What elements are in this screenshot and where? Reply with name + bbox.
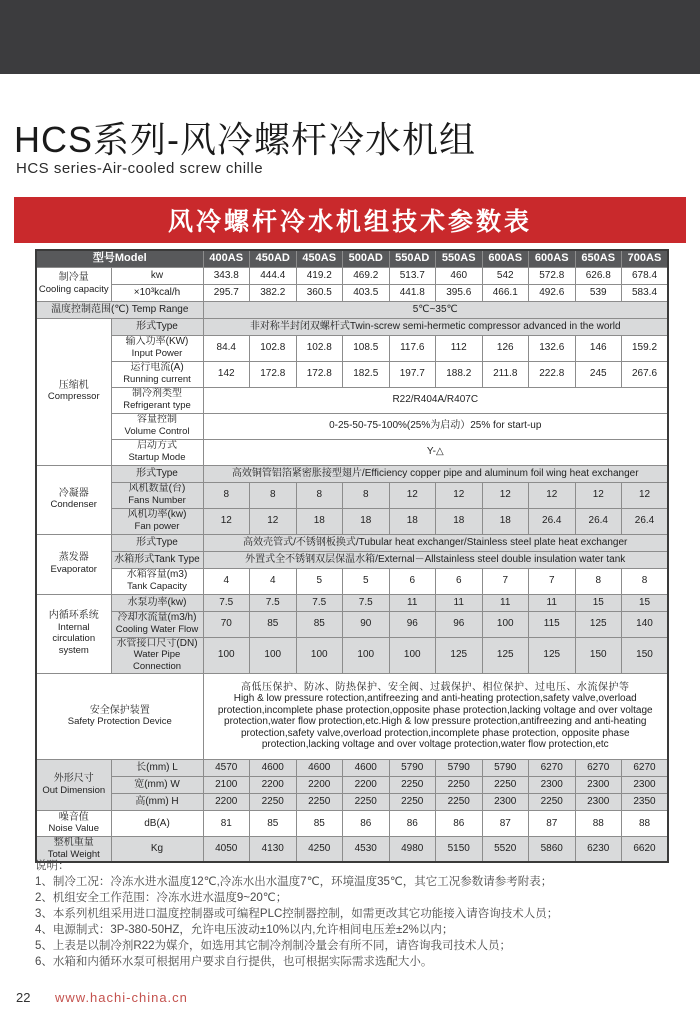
value-cell: 343.8 (203, 267, 250, 284)
value-cell: 87 (529, 810, 576, 836)
value-cell: 142 (203, 361, 250, 387)
table-row (36, 594, 668, 611)
value-cell: 8 (250, 482, 297, 508)
section-banner-text: 风冷螺杆冷水机组技术参数表 (167, 208, 532, 236)
value-cell: 2250 (482, 776, 529, 793)
group-cell: 整机重量 Total Weight (36, 836, 111, 862)
value-cell: 6620 (622, 836, 669, 862)
table-row (36, 267, 668, 284)
value-cell: 125 (482, 637, 529, 673)
value-cell: 12 (622, 482, 669, 508)
value-cell: 146 (575, 335, 622, 361)
value-cell: 12 (575, 482, 622, 508)
value-cell: 18 (436, 508, 483, 534)
table-row (36, 335, 668, 361)
value-cell: 492.6 (529, 284, 576, 301)
model-cell: 650AS (575, 250, 622, 267)
value-cell: 2200 (343, 776, 390, 793)
merged-value-cell: Y-△ (203, 439, 668, 465)
value-cell: 85 (250, 810, 297, 836)
value-cell: 4980 (389, 836, 436, 862)
value-cell: 4600 (250, 759, 297, 776)
value-cell: 4600 (296, 759, 343, 776)
merged-value-cell: 5℃~35℃ (203, 301, 668, 318)
value-cell: 2250 (436, 776, 483, 793)
value-cell: 626.8 (575, 267, 622, 284)
value-cell: 7.5 (203, 594, 250, 611)
value-cell: 85 (296, 611, 343, 637)
value-cell: 6270 (529, 759, 576, 776)
model-cell: 600AS (529, 250, 576, 267)
table-row (36, 465, 668, 482)
param-cell: 长(mm) L (111, 759, 203, 776)
model-cell: 550AS (436, 250, 483, 267)
value-cell: 96 (436, 611, 483, 637)
value-cell: 8 (343, 482, 390, 508)
section-banner (14, 197, 686, 243)
param-cell: 形式Type (111, 534, 203, 551)
value-cell: 12 (203, 508, 250, 534)
value-cell: 4 (203, 568, 250, 594)
value-cell: 100 (389, 637, 436, 673)
table-row (36, 387, 668, 413)
value-cell: 26.4 (575, 508, 622, 534)
table-row (36, 301, 668, 318)
value-cell: 4600 (343, 759, 390, 776)
value-cell: 4130 (250, 836, 297, 862)
value-cell: 18 (482, 508, 529, 534)
param-cell: 温度控制范围(℃) Temp Range (36, 301, 203, 318)
page-subtitle: HCS series-Air-cooled screw chille (16, 160, 264, 177)
value-cell: 84.4 (203, 335, 250, 361)
value-cell: 4570 (203, 759, 250, 776)
table-header-row (36, 250, 668, 267)
value-cell: 12 (529, 482, 576, 508)
value-cell: 26.4 (622, 508, 669, 534)
value-cell: 2300 (575, 793, 622, 810)
value-cell: 8 (296, 482, 343, 508)
value-cell: 4 (250, 568, 297, 594)
value-cell: 6270 (622, 759, 669, 776)
value-cell: 5790 (482, 759, 529, 776)
value-cell: 115 (529, 611, 576, 637)
value-cell: 12 (250, 508, 297, 534)
table-row (36, 551, 668, 568)
value-cell: 102.8 (250, 335, 297, 361)
value-cell: 100 (343, 637, 390, 673)
value-cell: 4050 (203, 836, 250, 862)
value-cell: 5860 (529, 836, 576, 862)
param-cell: 形式Type (111, 318, 203, 335)
value-cell: 197.7 (389, 361, 436, 387)
table-row (36, 318, 668, 335)
note-item: 5、上表是以制冷剂R22为媒介，如选用其它制冷剂制冷量会有所不同，请咨询我司技术人员； (35, 940, 511, 952)
value-cell: 7 (482, 568, 529, 594)
value-cell: 5790 (436, 759, 483, 776)
value-cell: 81 (203, 810, 250, 836)
group-cell: 蒸发器 Evaporator (36, 534, 111, 594)
value-cell: 11 (482, 594, 529, 611)
value-cell: 86 (436, 810, 483, 836)
value-cell: 86 (389, 810, 436, 836)
value-cell: 2250 (389, 776, 436, 793)
group-cell: 制冷量 Cooling capacity (36, 267, 111, 301)
value-cell: 2300 (482, 793, 529, 810)
value-cell: 513.7 (389, 267, 436, 284)
safety-text-cell: 高低压保护、防冰、防热保护、安全阀、过载保护、相位保护、过电压、水流保护等 High & low pressure rotection,antifreezing and anti-heating protection,safety valve,overload protection,incomplete phase protection,opposite phase protection,lacking voltage and over voltage protection,water flow protection,etc.High & low pressure protection,antifreezing and anti-heating protection,safety valve,overload protection,incomplete phase protection, opposite phase protection,lacking voltage and over voltage protection,water flow protection,etc (203, 673, 668, 759)
table-row (36, 637, 668, 673)
value-cell: 2350 (622, 793, 669, 810)
merged-value-cell: R22/R404A/R407C (203, 387, 668, 413)
param-cell: 制冷剂类型 Refrigerant type (111, 387, 203, 413)
value-cell: 117.6 (389, 335, 436, 361)
value-cell: 542 (482, 267, 529, 284)
param-cell: 运行电流(A) Running current (111, 361, 203, 387)
merged-value-cell: 0-25-50-75-100%(25%为启动）25% for start-up (203, 413, 668, 439)
value-cell: 267.6 (622, 361, 669, 387)
model-cell: 500AD (343, 250, 390, 267)
model-cell: 450AD (250, 250, 297, 267)
value-cell: 222.8 (529, 361, 576, 387)
value-cell: 88 (622, 810, 669, 836)
table-row (36, 673, 668, 759)
value-cell: 100 (203, 637, 250, 673)
param-cell: 冷却水流量(m3/h) Cooling Water Flow (111, 611, 203, 637)
model-cell: 600AS (482, 250, 529, 267)
spec-table (35, 249, 669, 863)
param-cell: Kg (111, 836, 203, 862)
value-cell: 90 (343, 611, 390, 637)
value-cell: 460 (436, 267, 483, 284)
value-cell: 102.8 (296, 335, 343, 361)
value-cell: 18 (343, 508, 390, 534)
param-cell: 水箱容量(m3) Tank Capacity (111, 568, 203, 594)
param-cell: 容量控制 Volume Control (111, 413, 203, 439)
table-row (36, 568, 668, 594)
value-cell: 5 (296, 568, 343, 594)
value-cell: 26.4 (529, 508, 576, 534)
value-cell: 96 (389, 611, 436, 637)
value-cell: 108.5 (343, 335, 390, 361)
value-cell: 8 (622, 568, 669, 594)
value-cell: 2250 (436, 793, 483, 810)
page-title: HCS系列-风冷螺杆冷水机组 (14, 119, 476, 160)
note-item: 2、机组安全工作范围：冷冻水进水温度9~20℃； (35, 892, 288, 904)
table-row (36, 810, 668, 836)
param-cell: 水箱形式Tank Type (111, 551, 203, 568)
value-cell: 150 (575, 637, 622, 673)
value-cell: 2200 (296, 776, 343, 793)
value-cell: 4250 (296, 836, 343, 862)
merged-value-cell: 高效铜管铝箔紧密胀接型翅片/Efficiency copper pipe and aluminum foil wing heat exchanger (203, 465, 668, 482)
model-cell: 450AS (296, 250, 343, 267)
table-row (36, 776, 668, 793)
value-cell: 444.4 (250, 267, 297, 284)
value-cell: 18 (296, 508, 343, 534)
value-cell: 11 (529, 594, 576, 611)
value-cell: 539 (575, 284, 622, 301)
table-row (36, 793, 668, 810)
param-cell: 高(mm) H (111, 793, 203, 810)
value-cell: 2200 (250, 776, 297, 793)
value-cell: 2250 (343, 793, 390, 810)
page-number: 22 (16, 990, 31, 1005)
param-cell: 输入功率(KW) Input Power (111, 335, 203, 361)
value-cell: 125 (529, 637, 576, 673)
value-cell: 85 (250, 611, 297, 637)
value-cell: 126 (482, 335, 529, 361)
table-row (36, 611, 668, 637)
value-cell: 466.1 (482, 284, 529, 301)
value-cell: 360.5 (296, 284, 343, 301)
value-cell: 12 (482, 482, 529, 508)
value-cell: 140 (622, 611, 669, 637)
value-cell: 182.5 (343, 361, 390, 387)
value-cell: 7.5 (250, 594, 297, 611)
group-cell: 噪音值 Noise Value (36, 810, 111, 836)
value-cell: 395.6 (436, 284, 483, 301)
merged-value-cell: 非对称半封闭双螺杆式Twin-screw semi-hermetic compressor advanced in the world (203, 318, 668, 335)
param-cell: 水泵功率(kw) (111, 594, 203, 611)
value-cell: 6 (389, 568, 436, 594)
value-cell: 7.5 (296, 594, 343, 611)
notes-block (35, 858, 558, 970)
website-url: www.hachi-china.cn (55, 990, 188, 1005)
value-cell: 469.2 (343, 267, 390, 284)
value-cell: 112 (436, 335, 483, 361)
value-cell: 12 (389, 482, 436, 508)
value-cell: 295.7 (203, 284, 250, 301)
value-cell: 7 (529, 568, 576, 594)
group-cell: 内循环系统 Internal circulation system (36, 594, 111, 673)
table-row (36, 361, 668, 387)
param-cell: 启动方式 Startup Mode (111, 439, 203, 465)
value-cell: 5150 (436, 836, 483, 862)
value-cell: 572.8 (529, 267, 576, 284)
value-cell: 18 (389, 508, 436, 534)
value-cell: 2250 (296, 793, 343, 810)
spec-table-container (35, 249, 669, 863)
model-cell: 400AS (203, 250, 250, 267)
value-cell: 100 (296, 637, 343, 673)
group-cell: 外形尺寸 Out Dimension (36, 759, 111, 810)
param-cell: 安全保护装置 Safety Protection Device (36, 673, 203, 759)
value-cell: 4530 (343, 836, 390, 862)
table-row (36, 413, 668, 439)
value-cell: 100 (482, 611, 529, 637)
param-cell: kw (111, 267, 203, 284)
value-cell: 6 (436, 568, 483, 594)
table-row (36, 534, 668, 551)
param-cell: 水管接口尺寸(DN) Water Pipe Connection (111, 637, 203, 673)
table-row (36, 759, 668, 776)
value-cell: 100 (250, 637, 297, 673)
value-cell: 2100 (203, 776, 250, 793)
value-cell: 2250 (250, 793, 297, 810)
value-cell: 11 (436, 594, 483, 611)
value-cell: 2200 (203, 793, 250, 810)
table-row (36, 439, 668, 465)
note-item: 6、水箱和内循环水泵可根据用户要求自行提供，也可根据实际需求选配大小。 (35, 956, 433, 968)
value-cell: 12 (436, 482, 483, 508)
merged-value-cell: 高效壳管式/不锈钢板换式/Tubular heat exchanger/Stainless steel plate heat exchanger (203, 534, 668, 551)
value-cell: 419.2 (296, 267, 343, 284)
table-row (36, 284, 668, 301)
group-cell: 冷凝器 Condenser (36, 465, 111, 534)
value-cell: 2300 (622, 776, 669, 793)
value-cell: 87 (482, 810, 529, 836)
value-cell: 583.4 (622, 284, 669, 301)
top-dark-band (0, 0, 700, 74)
value-cell: 85 (296, 810, 343, 836)
merged-value-cell: 外置式全不锈钢双层保温水箱/External－Allstainless steel double insulation water tank (203, 551, 668, 568)
note-item: 4、电源制式：3P-380-50HZ，允许电压波动±10%以内,允许相间电压差±2%以内； (35, 924, 454, 936)
table-row (36, 508, 668, 534)
model-cell: 550AD (389, 250, 436, 267)
value-cell: 6270 (575, 759, 622, 776)
value-cell: 5 (343, 568, 390, 594)
value-cell: 15 (575, 594, 622, 611)
value-cell: 11 (389, 594, 436, 611)
group-cell: 压缩机 Compressor (36, 318, 111, 465)
param-cell: 宽(mm) W (111, 776, 203, 793)
value-cell: 132.6 (529, 335, 576, 361)
value-cell: 86 (343, 810, 390, 836)
value-cell: 172.8 (296, 361, 343, 387)
value-cell: 88 (575, 810, 622, 836)
value-cell: 159.2 (622, 335, 669, 361)
value-cell: 382.2 (250, 284, 297, 301)
param-cell: 风机数量(台) Fans Number (111, 482, 203, 508)
value-cell: 15 (622, 594, 669, 611)
value-cell: 188.2 (436, 361, 483, 387)
value-cell: 172.8 (250, 361, 297, 387)
value-cell: 150 (622, 637, 669, 673)
value-cell: 125 (575, 611, 622, 637)
value-cell: 2300 (529, 776, 576, 793)
param-cell: 形式Type (111, 465, 203, 482)
value-cell: 5790 (389, 759, 436, 776)
param-cell: dB(A) (111, 810, 203, 836)
value-cell: 5520 (482, 836, 529, 862)
value-cell: 245 (575, 361, 622, 387)
model-header-cell: 型号Model (36, 250, 203, 267)
value-cell: 2250 (389, 793, 436, 810)
value-cell: 2250 (529, 793, 576, 810)
value-cell: 2300 (575, 776, 622, 793)
value-cell: 678.4 (622, 267, 669, 284)
value-cell: 403.5 (343, 284, 390, 301)
value-cell: 211.8 (482, 361, 529, 387)
param-cell: ×10³kcal/h (111, 284, 203, 301)
table-row (36, 482, 668, 508)
value-cell: 8 (575, 568, 622, 594)
note-item: 3、本系列机组采用进口温度控制器或可编程PLC控制器控制，如需更改其它功能接入请咨询技术人员； (35, 908, 559, 920)
model-cell: 700AS (622, 250, 669, 267)
value-cell: 6230 (575, 836, 622, 862)
notes-heading: 说明： (35, 860, 70, 872)
note-item: 1、制冷工况：冷冻水进水温度12℃,冷冻水出水温度7℃，环境温度35℃，其它工况参数请参考附表； (35, 876, 553, 888)
value-cell: 125 (436, 637, 483, 673)
value-cell: 70 (203, 611, 250, 637)
value-cell: 7.5 (343, 594, 390, 611)
param-cell: 风机功率(kw) Fan power (111, 508, 203, 534)
value-cell: 441.8 (389, 284, 436, 301)
value-cell: 8 (203, 482, 250, 508)
